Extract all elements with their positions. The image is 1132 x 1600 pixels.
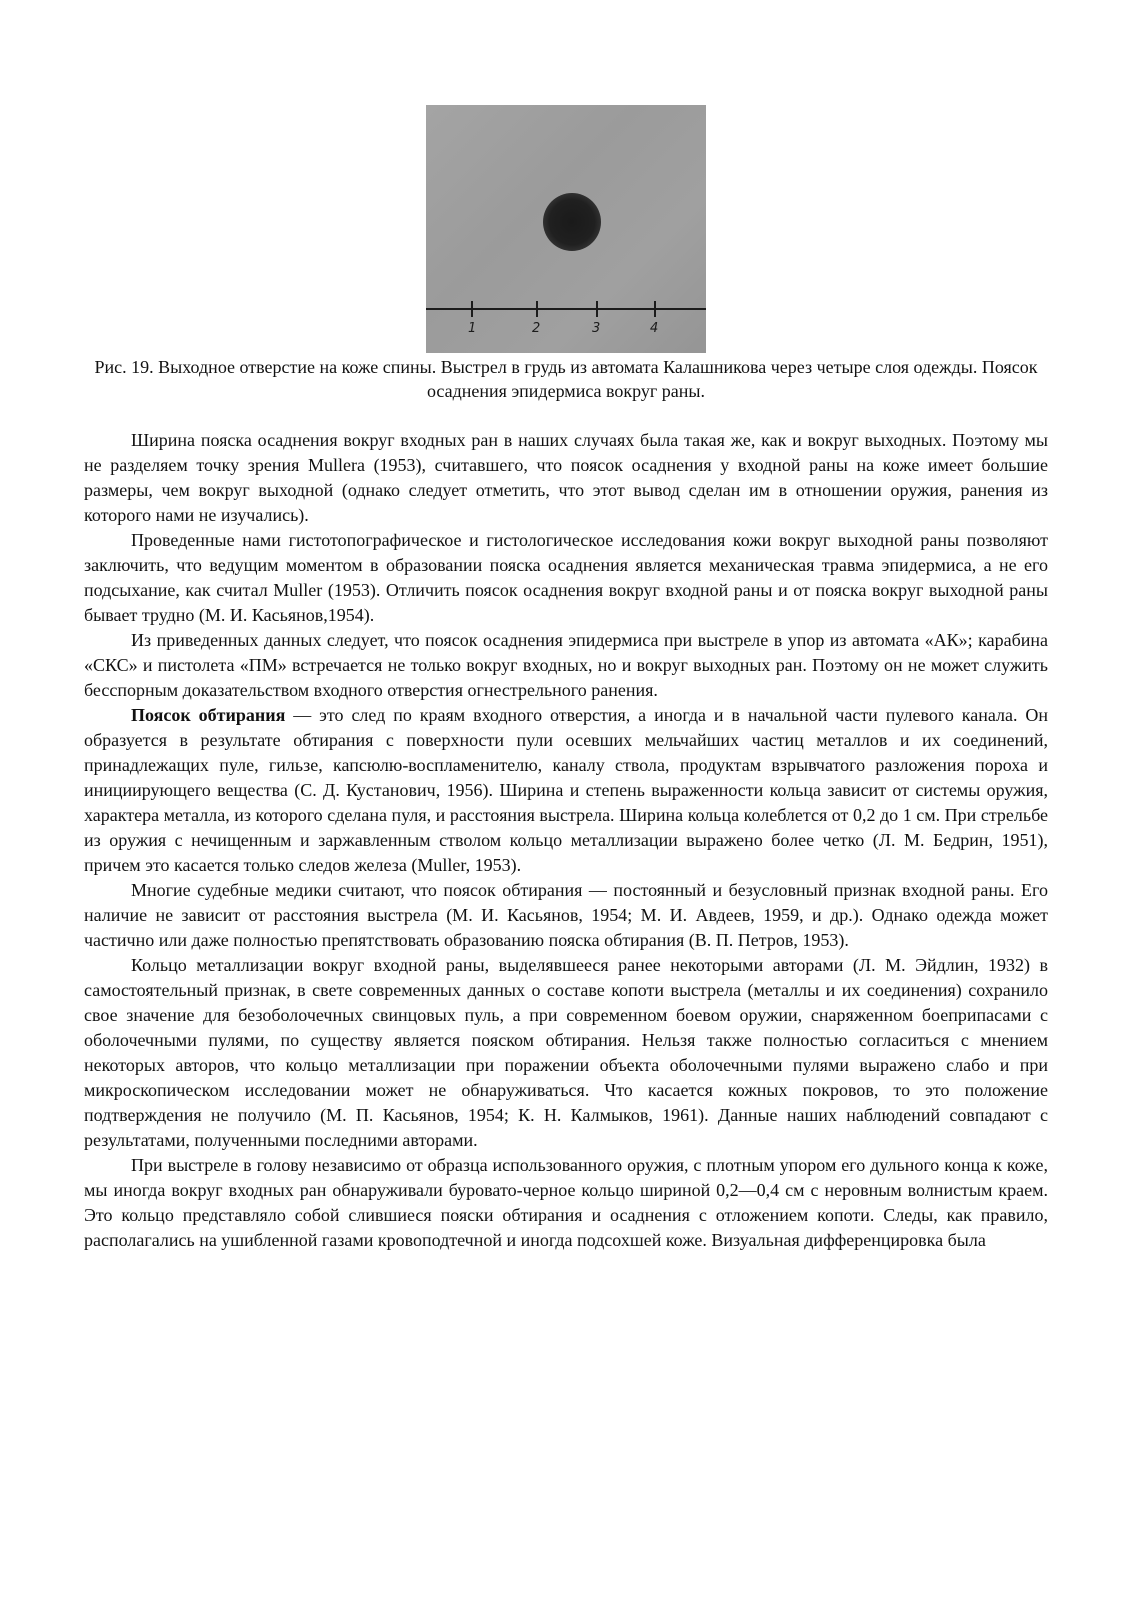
paragraph: Поясок обтирания — это след по краям входного отверстия, а иногда и в начальной части пулевого канала. Он образуется в результате обтирания с поверхности пули осевших мельчайших частиц металлов и их соединений, принадлежащих пуле, гильзе, капсюлю-воспламенителю, каналу ствола, продуктам взрывчатого разложения пороха и инициирующего вещества (С. Д. Кустанович, 1956). Ширина и степень выраженности кольца зависит от системы оружия, характера металла, из которого сделана пуля, и расстояния выстрела. Ширина кольца колеблется от 0,2 до 1 см. При стрельбе из оружия с нечищенным и заржавленным стволом кольцо металлизации выражено более четко (Л. М. Бедрин, 1951), причем это касается только следов железа (Muller, 1953). — [84, 705, 1048, 875]
ruler-tick-label: 2 — [532, 321, 541, 336]
ruler-tick — [654, 301, 656, 317]
paragraph: При выстреле в голову независимо от образца использованного оружия, с плотным упором его дульного конца к коже, мы иногда вокруг входных ран обнаруживали буровато-черное кольцо шириной 0,2—0,4 см с неровным волнистым краем. Это кольцо представляло собой слившиеся пояски обтирания и осаднения с отложением копоти. Следы, как правило, располагались на ушибленной газами кровоподтечной и иногда подсохшей коже. Визуальная дифференцировка была — [84, 1155, 1048, 1250]
paragraph: Многие судебные медики считают, что поясок обтирания — постоянный и безусловный признак входной раны. Его наличие не зависит от расстояния выстрела (М. И. Касьянов, 1954; М. И. Авдеев, 1959, и др.). Однако одежда может частично или даже полностью препятствовать образованию пояска обтирания (В. П. Петров, 1953). — [84, 880, 1048, 950]
paragraph: Кольцо металлизации вокруг входной раны, выделявшееся ранее некоторыми авторами (Л. М. Эйдлин, 1932) в самостоятельный признак, в свете современных данных о составе копоти выстрела (металлы и их соединения) сохранило свое значение для безоболочечных свинцовых пуль, а при современном боевом оружии, снаряженном боеприпасами с оболочечными пулями, по существу является пояском обтирания. Нельзя также полностью согласиться с мнением некоторых авторов, что кольцо металлизации при поражении объекта оболочечными пулями выражено слабо и при микроскопическом исследовании может не обнаруживаться. Что касается кожных покровов, то это положение подтверждения не получило (М. П. Касьянов, 1954; К. Н. Калмыков, 1961). Данные наших наблюдений совпадают с результатами, полученными последними авторами. — [84, 955, 1048, 1150]
ruler-tick-label: 4 — [650, 321, 659, 336]
paragraph: Ширина пояска осаднения вокруг входных ран в наших случаях была такая же, как и вокруг выходных. Поэтому мы не разделяем точку зрения Mullera (1953), считавшего, что поясок осаднения у входной раны на коже имеет большие размеры, чем вокруг выходной (однако следует отметить, что этот вывод сделан им в отношении оружия, ранения из которого нами не изучались). — [84, 430, 1048, 525]
wound-spot — [543, 193, 601, 251]
ruler-tick — [471, 301, 473, 317]
body-text — [84, 428, 1048, 1253]
figure-caption: Рис. 19. Выходное отверстие на коже спины. Выстрел в грудь из автомата Калашникова через четыре слоя одежды. Поясок осаднения эпидермиса вокруг раны. — [94, 357, 1038, 401]
term-heading: Поясок обтирания — [131, 705, 286, 725]
figure-photo — [426, 105, 706, 353]
ruler-tick — [536, 301, 538, 317]
ruler-tick — [596, 301, 598, 317]
ruler-tick-label: 1 — [468, 321, 477, 336]
paragraph: Проведенные нами гистотопографическое и гистологическое исследования кожи вокруг выходной раны позволяют заключить, что ведущим моментом в образовании пояска осаднения является механическая травма эпидермиса, а не его подсыхание, как считал Muller (1953). Отличить поясок осаднения вокруг входной раны и от пояска вокруг выходной раны бывает трудно (М. И. Касьянов,1954). — [84, 530, 1048, 625]
paragraph: Из приведенных данных следует, что поясок осаднения эпидермиса при выстреле в упор из автомата «АК»; карабина «СКС» и пистолета «ПМ» встречается не только вокруг входных, но и вокруг выходных ран. Поэтому он не может служить бесспорным доказательством входного отверстия огнестрельного ранения. — [84, 630, 1048, 700]
scale-ruler — [426, 308, 706, 310]
ruler-tick-label: 3 — [592, 321, 601, 336]
